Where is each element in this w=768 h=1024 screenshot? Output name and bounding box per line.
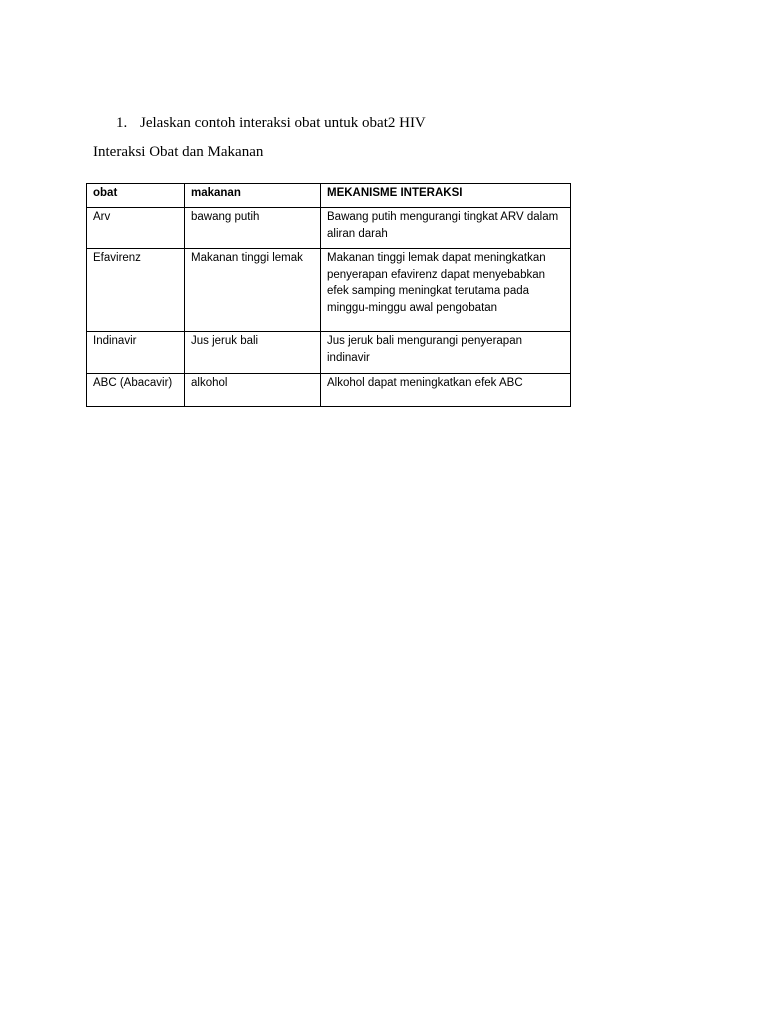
header-obat: obat [87, 184, 185, 208]
cell-makanan: Makanan tinggi lemak [185, 249, 321, 332]
cell-makanan: Jus jeruk bali [185, 332, 321, 374]
header-mekanisme: MEKANISME INTERAKSI [321, 184, 571, 208]
table-header-row [87, 184, 571, 208]
question-number: 1. [116, 115, 128, 131]
cell-makanan: alkohol [185, 374, 321, 407]
cell-obat: Arv [87, 208, 185, 249]
interaction-table [86, 183, 571, 407]
question-text: Jelaskan contoh interaksi obat untuk obat2 HIV [140, 115, 426, 131]
cell-mekanisme: Alkohol dapat meningkatkan efek ABC [321, 374, 571, 407]
cell-makanan: bawang putih [185, 208, 321, 249]
header-makanan: makanan [185, 184, 321, 208]
cell-mekanisme: Bawang putih mengurangi tingkat ARV dalam aliran darah [321, 208, 571, 249]
cell-obat: Indinavir [87, 332, 185, 374]
cell-obat: Efavirenz [87, 249, 185, 332]
cell-mekanisme: Makanan tinggi lemak dapat meningkatkan penyerapan efavirenz dapat menyebabkan efek samping meningkat terutama pada minggu-minggu awal pengobatan [321, 249, 571, 332]
table-row [87, 208, 571, 249]
question-item [116, 114, 426, 132]
section-subtitle: Interaksi Obat dan Makanan [93, 144, 264, 160]
cell-obat: ABC (Abacavir) [87, 374, 185, 407]
cell-mekanisme: Jus jeruk bali mengurangi penyerapan indinavir [321, 332, 571, 374]
table-row [87, 249, 571, 332]
table-row [87, 374, 571, 407]
table-row [87, 332, 571, 374]
